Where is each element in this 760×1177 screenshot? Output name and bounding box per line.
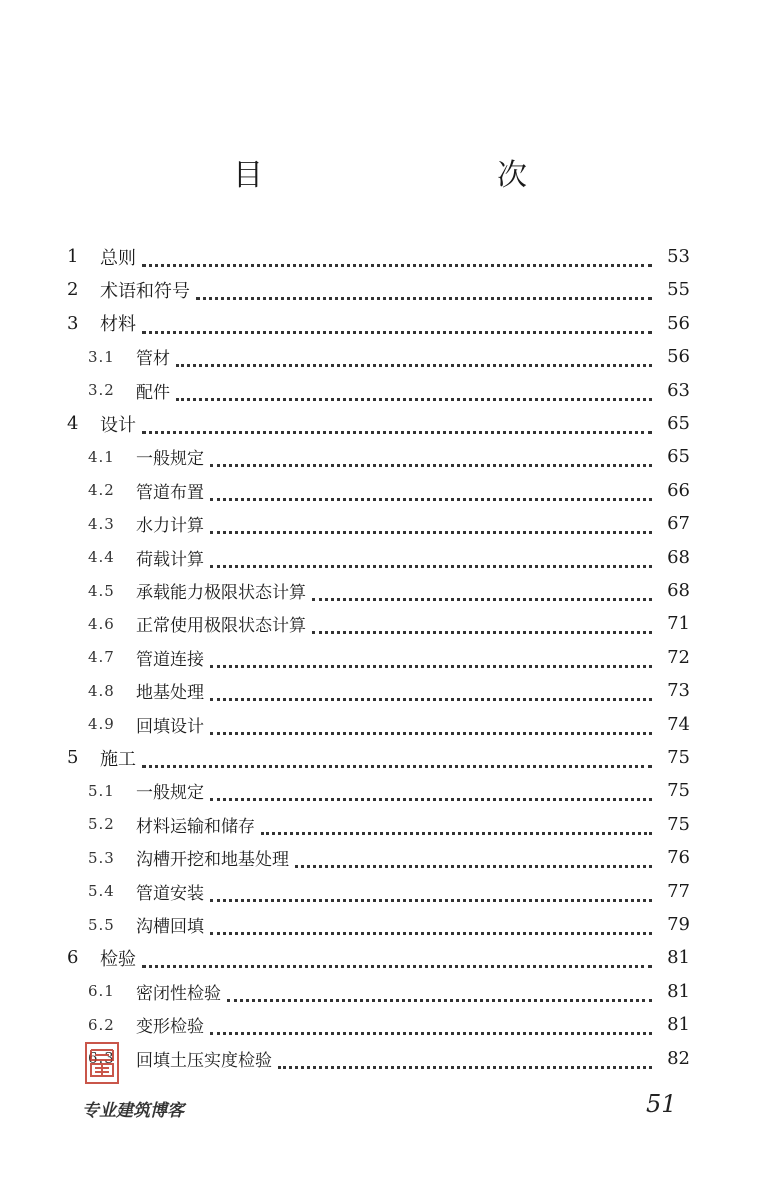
toc-page-number: 63 [667, 379, 690, 401]
toc-number: 6.1 [88, 982, 115, 1001]
toc-chapter-row[interactable] [0, 240, 760, 273]
toc-number: 3 [67, 312, 79, 334]
toc-label: 回填土压实度检验 [136, 1050, 272, 1071]
toc-label: 配件 [136, 382, 170, 403]
toc-label: 变形检验 [136, 1017, 204, 1038]
toc-chapter-row[interactable] [0, 941, 760, 974]
toc-number: 6 [67, 947, 79, 969]
toc-label: 材料运输和储存 [136, 816, 255, 837]
toc-section-row[interactable] [0, 774, 760, 807]
page-title: 目 次 [233, 158, 585, 193]
toc-leader-dots [142, 759, 652, 768]
toc-leader-dots [278, 1060, 652, 1069]
toc-number: 4 [67, 413, 79, 434]
toc-section-row[interactable] [0, 574, 760, 607]
toc-number: 5.5 [88, 915, 115, 934]
seal-stamp-icon [85, 1042, 119, 1084]
toc-label: 一般规定 [136, 783, 204, 804]
toc-section-row[interactable] [0, 1008, 760, 1041]
toc-page-number: 75 [667, 747, 690, 768]
toc-section-row[interactable] [0, 507, 760, 540]
toc-leader-dots [176, 392, 652, 401]
toc-page-number: 81 [667, 980, 690, 1002]
toc-label: 地基处理 [136, 683, 204, 704]
toc-chapter-row[interactable] [0, 741, 760, 774]
toc-page-number: 53 [667, 246, 690, 267]
toc-number: 4.3 [88, 514, 115, 533]
toc-chapter-row[interactable] [0, 407, 760, 440]
toc-section-row[interactable] [0, 708, 760, 741]
toc-page-number: 74 [667, 713, 690, 735]
toc-number: 5 [67, 747, 79, 768]
toc-number: 2 [67, 279, 79, 301]
toc-section-row[interactable] [0, 607, 760, 640]
toc-leader-dots [210, 692, 652, 701]
toc-number: 4.7 [88, 648, 115, 667]
toc-label: 荷载计算 [136, 549, 204, 570]
toc-label: 术语和符号 [100, 280, 190, 302]
toc-label: 沟槽开挖和地基处理 [136, 850, 289, 871]
toc-number: 4.1 [88, 447, 115, 466]
toc-leader-dots [142, 959, 652, 968]
toc-chapter-row[interactable] [0, 273, 760, 306]
toc-number: 4.9 [88, 715, 115, 734]
toc-number: 6.2 [88, 1015, 115, 1034]
toc-number: 4.5 [88, 581, 115, 600]
toc-label: 正常使用极限状态计算 [136, 616, 306, 637]
toc-leader-dots [312, 625, 652, 634]
toc-leader-dots [210, 525, 652, 534]
toc-label: 管材 [136, 349, 170, 370]
toc-leader-dots [295, 859, 652, 868]
toc-section-row[interactable] [0, 641, 760, 674]
toc-leader-dots [176, 358, 652, 367]
toc-leader-dots [210, 458, 652, 467]
toc-number: 4.8 [88, 681, 115, 700]
toc-leader-dots [210, 926, 652, 935]
toc-page-number: 81 [667, 1014, 690, 1036]
toc-section-row[interactable] [0, 440, 760, 473]
toc-section-row[interactable] [0, 975, 760, 1008]
toc-page-number: 82 [667, 1047, 690, 1069]
toc-leader-dots [142, 258, 652, 267]
toc-leader-dots [196, 291, 652, 300]
toc-label: 设计 [100, 414, 136, 436]
toc-page-number: 65 [667, 413, 690, 434]
toc-number: 4.2 [88, 481, 115, 500]
toc-page-number: 55 [667, 279, 690, 301]
toc-label: 一般规定 [136, 449, 204, 470]
toc-leader-dots [210, 659, 652, 668]
toc-number: 3.2 [88, 381, 115, 400]
toc-leader-dots [142, 325, 652, 334]
toc-page-number: 66 [667, 479, 690, 501]
toc-number: 1 [67, 246, 79, 267]
toc-page-number: 72 [667, 646, 690, 668]
toc-label: 管道安装 [136, 883, 204, 904]
toc-section-row[interactable] [0, 674, 760, 707]
toc-number: 5.3 [88, 848, 115, 867]
toc-number: 4.6 [88, 614, 115, 633]
toc-number: 5.4 [88, 882, 115, 901]
toc-section-row[interactable] [0, 841, 760, 874]
toc-section-row[interactable] [0, 808, 760, 841]
toc-page-number: 71 [667, 613, 690, 635]
toc-section-row[interactable] [0, 340, 760, 373]
toc-page-number: 68 [667, 580, 690, 601]
toc-label: 材料 [100, 314, 136, 336]
toc-label: 检验 [100, 948, 136, 970]
toc-label: 水力计算 [136, 516, 204, 537]
toc-leader-dots [210, 559, 652, 568]
toc-label: 总则 [100, 247, 136, 269]
toc-section-row[interactable] [0, 374, 760, 407]
toc-page-number: 76 [667, 847, 690, 869]
toc-label: 密闭性检验 [136, 983, 221, 1004]
toc-number: 5.2 [88, 815, 115, 834]
footer-brand: 专业建筑博客 [82, 1101, 184, 1121]
toc-page-number: 75 [667, 780, 690, 802]
toc-section-row[interactable] [0, 474, 760, 507]
toc-number: 5.1 [88, 781, 115, 800]
toc-chapter-row[interactable] [0, 307, 760, 340]
toc-leader-dots [210, 726, 652, 735]
toc-page-number: 67 [667, 513, 690, 535]
toc-page-number: 77 [667, 880, 690, 902]
toc-label: 回填设计 [136, 716, 204, 737]
toc-number: 3.1 [88, 347, 115, 366]
toc-page-number: 81 [667, 947, 690, 969]
toc-leader-dots [312, 592, 652, 601]
toc-label: 施工 [100, 748, 136, 770]
toc-leader-dots [142, 425, 652, 434]
toc-page-number: 73 [667, 680, 690, 702]
toc-section-row[interactable] [0, 908, 760, 941]
toc-leader-dots [210, 1026, 652, 1035]
toc-page-number: 65 [667, 446, 690, 468]
toc-label: 管道布置 [136, 482, 204, 503]
toc-label: 沟槽回填 [136, 917, 204, 937]
toc-page-number: 79 [667, 914, 690, 935]
toc-label: 管道连接 [136, 649, 204, 670]
toc-number: 4.4 [88, 548, 115, 567]
toc-page-number: 68 [667, 546, 690, 568]
toc-leader-dots [227, 993, 652, 1002]
toc-leader-dots [261, 826, 652, 835]
toc-section-row[interactable] [0, 875, 760, 908]
toc-label: 承载能力极限状态计算 [136, 583, 306, 603]
toc-section-row[interactable] [0, 541, 760, 574]
toc-leader-dots [210, 792, 652, 801]
toc-page-number: 75 [667, 813, 690, 835]
page-number: 51 [646, 1090, 677, 1118]
toc-leader-dots [210, 492, 652, 501]
toc-page-number: 56 [667, 312, 690, 334]
toc-page-number: 56 [667, 346, 690, 368]
toc-number: 6.3 [88, 1049, 115, 1068]
toc-leader-dots [210, 893, 652, 902]
